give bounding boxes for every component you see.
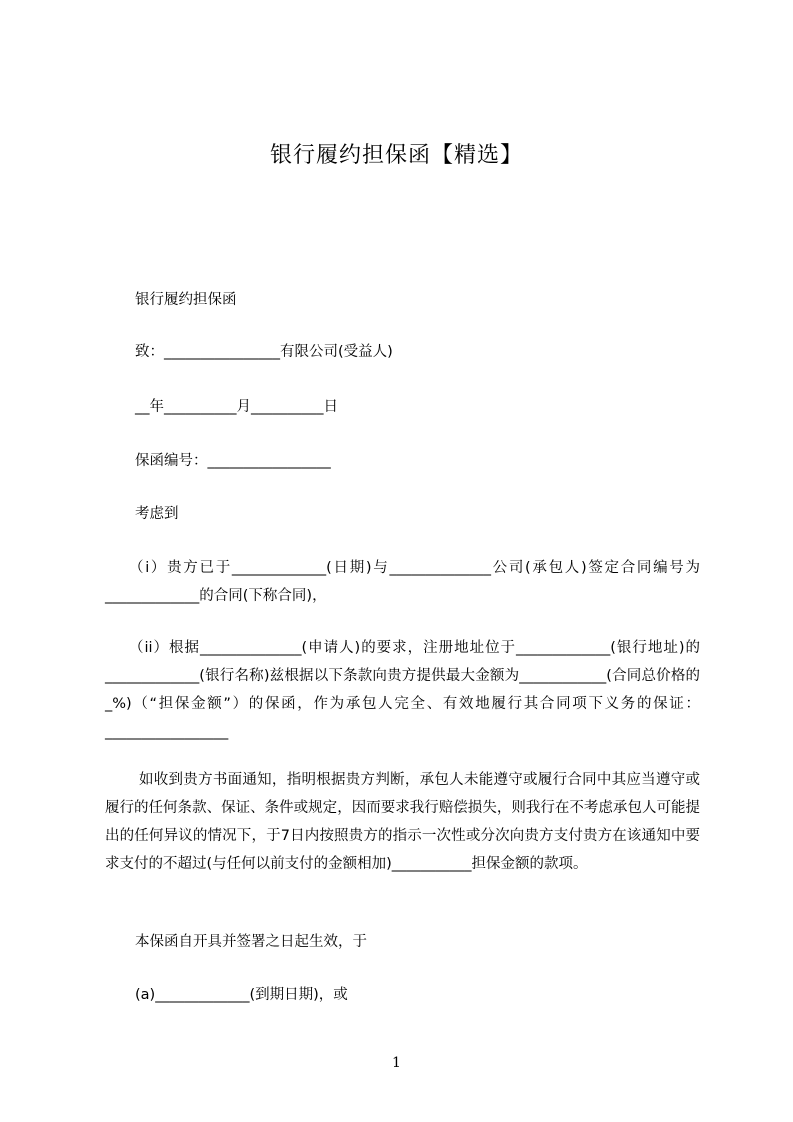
payment-paragraph (105, 766, 700, 878)
clause-ii-text: （ii）根据______________(申请人)的要求，注册地址位于_____________(银行地址)的_____________(银行名称)兹根据以下条款向贵方提供最大金额为____________(合同总价格的_%)（“担保金额”）的保函，作为承包人完全、有效地履行其合同项下义务的保证：_________________ (105, 640, 700, 740)
document-subtitle: 银行履约担保函 (135, 292, 237, 308)
clause-a-line: (a)_____________(到期日期)，或 (135, 987, 348, 1003)
payment-paragraph-text: 如收到贵方书面通知，指明根据贵方判断，承包人未能遵守或履行合同中其应当遵守或履行的任何条款、保证、条件或规定，因而要求我行赔偿损失，则我行在不考虑承包人可能提出的任何异议的情况下，于7日内按照贵方的指示一次性或分次向贵方支付贵方在该通知中要求支付的不超过(与任何以前支付的金额相加)___________担保金额的款项。 (105, 772, 700, 872)
considering-heading: 考虑到 (135, 506, 179, 522)
page-number: 1 (392, 1055, 401, 1071)
page-title: 银行履约担保函【精选】 (269, 143, 523, 168)
clause-i-paragraph (105, 554, 700, 610)
clause-i-text: （i）贵方已于_____________(日期)与______________公司(承包人)签定合同编号为_____________的合同(下称合同)， (105, 560, 700, 604)
effective-line: 本保函自开具并签署之日起生效，于 (135, 934, 367, 950)
addressee-line: 致：________________有限公司(受益人) (135, 344, 393, 360)
clause-ii-paragraph (105, 634, 700, 746)
date-line: __年__________月__________日 (135, 399, 338, 415)
guarantee-number-line: 保函编号：_________________ (135, 453, 331, 469)
